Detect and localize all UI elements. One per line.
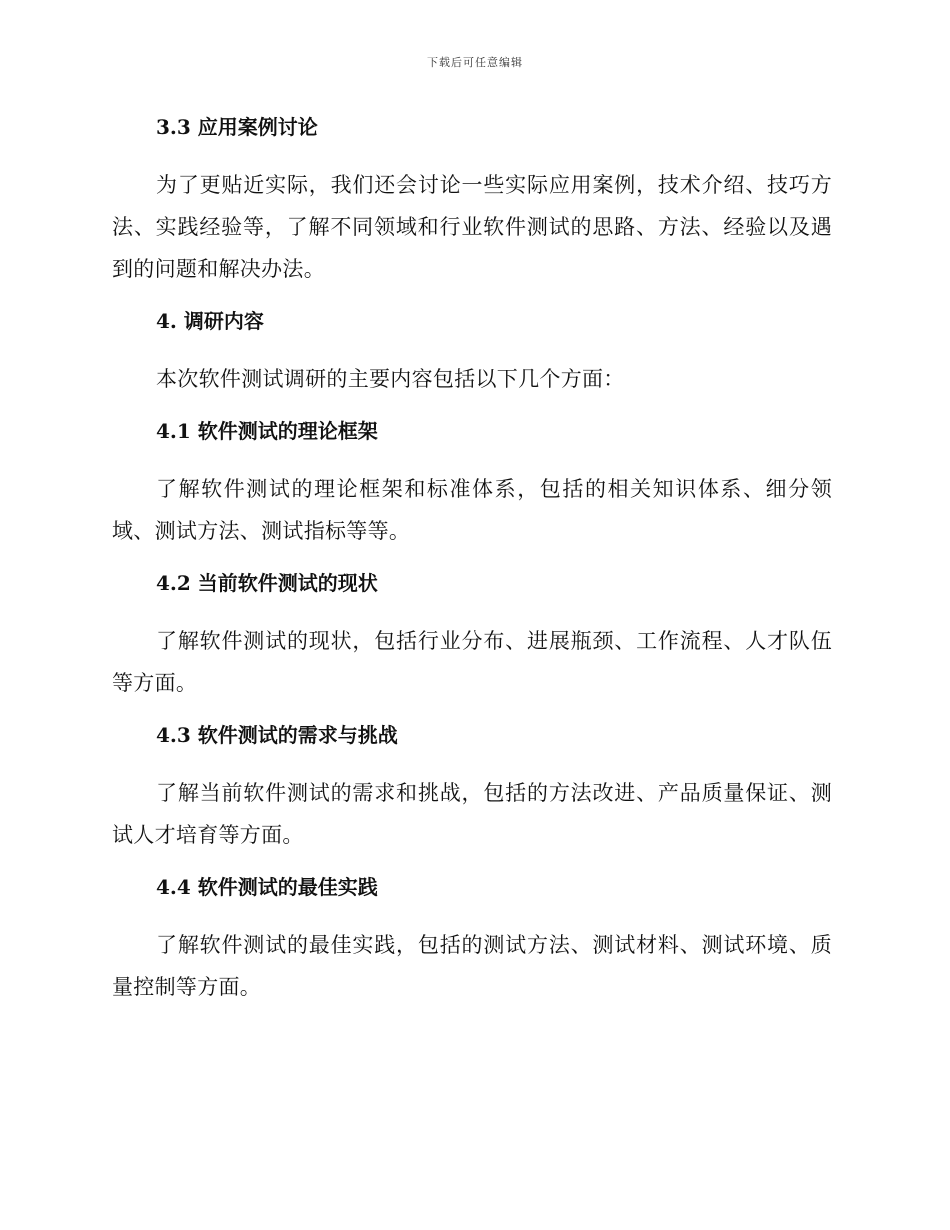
section-heading-4-2: 4.2 当前软件测试的现状 [156,571,378,595]
section-heading-4-4: 4.4 软件测试的最佳实践 [156,875,378,899]
section-body-4-1: 了解软件测试的理论框架和标准体系，包括的相关知识体系、细分领域、测试方法、测试指标等等。 [112,477,832,543]
section-body-4-3: 了解当前软件测试的需求和挑战，包括的方法改进、产品质量保证、测试人才培育等方面。 [112,781,832,847]
section-body-4: 本次软件测试调研的主要内容包括以下几个方面： [156,367,625,391]
page-header-note: 下载后可任意编辑 [427,56,523,69]
section-body-3-3: 为了更贴近实际，我们还会讨论一些实际应用案例，技术介绍、技巧方法、实践经验等，了解不同领域和行业软件测试的思路、方法、经验以及遇到的问题和解决办法。 [112,173,832,281]
section-heading-3-3: 3.3 应用案例讨论 [156,115,318,139]
section-body-4-4: 了解软件测试的最佳实践，包括的测试方法、测试材料、测试环境、质量控制等方面。 [112,933,832,999]
document-content [112,110,832,1008]
section-heading-4-3: 4.3 软件测试的需求与挑战 [156,723,398,747]
section-body-4-2: 了解软件测试的现状，包括行业分布、进展瓶颈、工作流程、人才队伍等方面。 [112,629,832,695]
section-heading-4: 4. 调研内容 [156,309,264,333]
section-heading-4-1: 4.1 软件测试的理论框架 [156,419,378,443]
